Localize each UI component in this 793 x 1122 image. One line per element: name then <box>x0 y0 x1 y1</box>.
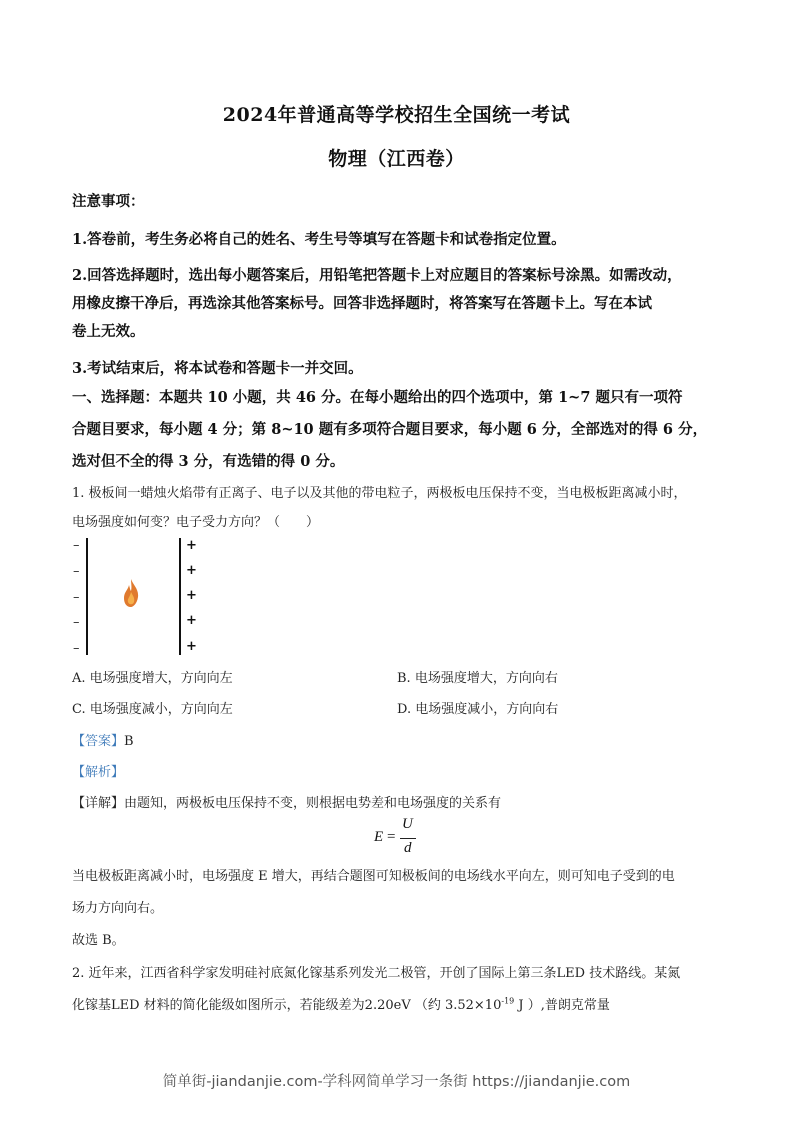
q1-stem-line2: 电场强度如何变？电子受力方向？（ ） <box>72 515 320 530</box>
q1-stem-line1: 1. 极板间一蜡烛火焰带有正离子、电子以及其他的带电粒子，两极板电压保持不变，当电极板距离减小时， <box>72 486 687 501</box>
option-d: D. 电场强度减小，方向向右 <box>397 702 559 717</box>
detail-row <box>72 792 501 811</box>
left-plate <box>86 538 88 655</box>
notice-item-1: 1.答卷前，考生务必将自己的姓名、考生号等填写在答题卡和试卷指定位置。 <box>72 231 566 248</box>
formula-eq: = <box>387 829 396 845</box>
q2-line2-tail: J ）,普朗克常量 <box>514 998 610 1013</box>
section-instruction-line2: 合题目要求，每小题 4 分；第 8~10 题有多项符合题目要求，每小题 6 分，全部选对的得 6 分， <box>72 421 708 438</box>
formula-numerator: U <box>402 816 413 832</box>
option-b: B. 电场强度增大，方向向右 <box>397 671 558 686</box>
analysis-label: 【解析】 <box>72 765 125 780</box>
conclusion: 故选 B。 <box>72 933 125 948</box>
q2-exponent: -19 <box>501 996 515 1006</box>
option-a: A. 电场强度增大，方向向左 <box>72 671 233 686</box>
exam-title: 2024年普通高等学校招生全国统一考试 <box>222 104 571 126</box>
minus-sign: – <box>73 641 80 656</box>
q2-line2 <box>72 994 610 1013</box>
plus-sign: + <box>186 563 197 578</box>
option-c: C. 电场强度减小，方向向左 <box>72 702 233 717</box>
footer-watermark: 简单街-jiandanjie.com-学科网简单学习一条街 https://jiandanjie.com <box>162 1074 631 1090</box>
section-instruction-line1: 一、选择题：本题共 10 小题，共 46 分。在每小题给出的四个选项中，第 1~7 题只有一项符 <box>72 389 683 406</box>
minus-sign: – <box>73 538 80 553</box>
formula-denominator: d <box>404 840 412 856</box>
notice-item-2-line1: 2.回答选择题时，选出每小题答案后，用铅笔把答题卡上对应题目的答案标号涂黑。如需改动， <box>72 267 682 284</box>
plus-sign: + <box>186 588 197 603</box>
notice-item-2-line3: 卷上无效。 <box>72 323 145 340</box>
answer-value: B <box>124 734 134 749</box>
section-instruction-line3: 选对但不全的得 3 分，有选错的得 0 分。 <box>72 453 345 470</box>
notice-heading: 注意事项： <box>72 193 145 210</box>
right-plate <box>179 538 181 655</box>
minus-sign: – <box>73 615 80 630</box>
exam-subtitle: 物理（江西卷） <box>328 148 465 170</box>
plus-sign: + <box>186 639 197 654</box>
fraction-bar <box>400 838 416 839</box>
plus-sign: + <box>186 538 197 553</box>
formula-lhs: E <box>374 829 384 845</box>
minus-sign: – <box>73 590 80 605</box>
q2-line1: 2. 近年来，江西省科学家发明硅衬底氮化镓基系列发光二极管，开创了国际上第三条LED 技术路线。某氮 <box>72 966 681 981</box>
flame-icon <box>121 578 141 608</box>
q2-line2-text: 化镓基LED 材料的简化能级如图所示，若能级差为2.20eV （约 3.52×10 <box>72 998 502 1013</box>
detail-text: 由题知，两极板电压保持不变，则根据电势差和电场强度的关系有 <box>124 796 502 811</box>
answer-label: 【答案】 <box>72 734 125 749</box>
plus-sign: + <box>186 613 197 628</box>
notice-item-3: 3.考试结束后，将本试卷和答题卡一并交回。 <box>72 360 363 377</box>
minus-sign: – <box>73 564 80 579</box>
answer-row <box>72 730 134 749</box>
explain-line2: 场力方向向右。 <box>72 901 164 916</box>
detail-label: 【详解】 <box>72 796 125 811</box>
notice-item-2-line2: 用橡皮擦干净后，再选涂其他答案标号。回答非选择题时，将答案写在答题卡上。写在本试 <box>72 295 652 312</box>
explain-line1: 当电极板距离减小时，电场强度 E 增大，再结合题图可知极板间的电场线水平向左，则可知电子受到的电 <box>72 869 675 884</box>
